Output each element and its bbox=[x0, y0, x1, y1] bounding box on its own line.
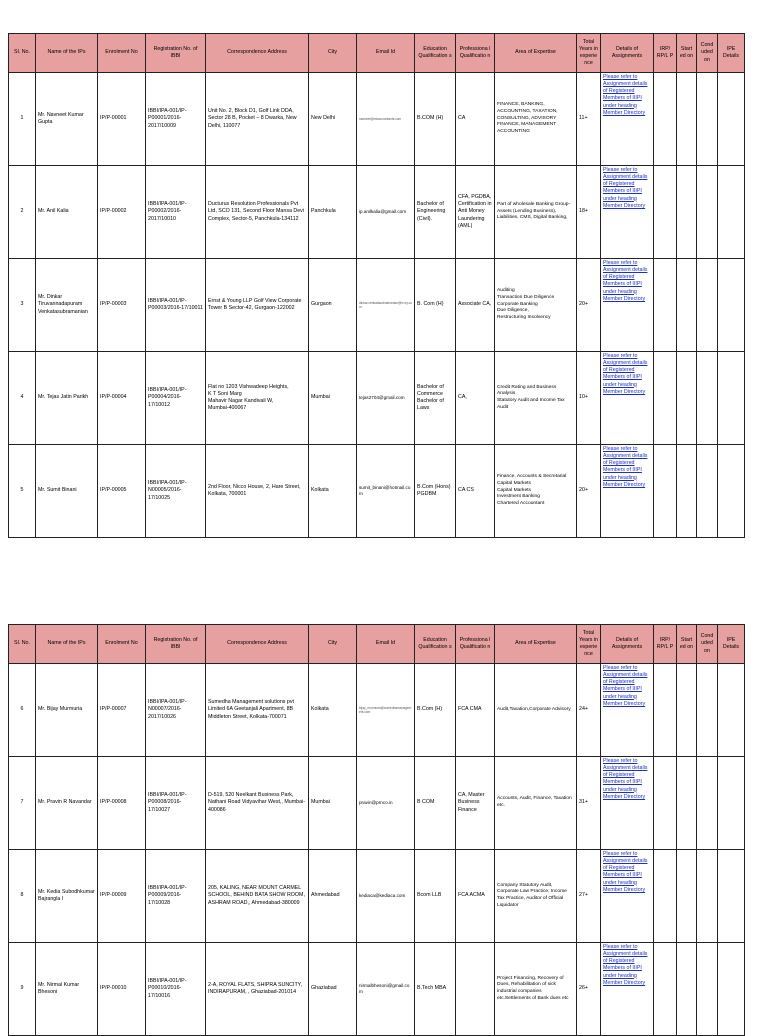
professional-qualification-cell: Associate CA, bbox=[456, 259, 495, 352]
city-cell: Gurgaon bbox=[309, 259, 357, 352]
column-header: Registration No. of IBBI bbox=[146, 625, 206, 664]
ip-name-cell: Mr. Nirmal Kumar Bhesoni bbox=[36, 943, 98, 1036]
professional-qualification-cell: CFA, PGDBA, Certification in Anti Money Laundering (AML) bbox=[456, 166, 495, 259]
column-header: Registration No. of IBBI bbox=[146, 34, 206, 73]
serial-number-cell: 5 bbox=[9, 445, 36, 538]
table-row bbox=[9, 259, 745, 352]
irp-cell bbox=[654, 664, 677, 757]
enrolment-number-cell: IP/P-00001 bbox=[98, 73, 146, 166]
education-cell: B COM bbox=[415, 757, 456, 850]
email-cell: pravin@prnco.in bbox=[357, 757, 415, 850]
column-header: Professiona l Qualificatio n bbox=[456, 625, 495, 664]
education-cell: B.Com (H) bbox=[415, 664, 456, 757]
registration-number-cell: IBBI/IPA-001/IP-P00001/2016-2017/10009 bbox=[146, 73, 206, 166]
email-cell: dinkar.venkatasubramanian@in.ey.com bbox=[357, 259, 415, 352]
experience-years-cell: 27+ bbox=[577, 850, 601, 943]
area-of-expertise-cell: Part of wholesale Banking Group-Assets (Lending Business), Liabilities, CMS, Digital Banking, bbox=[495, 166, 577, 259]
ip-name-cell: Mr. Navneet Kumar Gupta bbox=[36, 73, 98, 166]
started-on-cell bbox=[677, 664, 697, 757]
concluded-on-cell bbox=[697, 943, 718, 1036]
serial-number-cell: 6 bbox=[9, 664, 36, 757]
ipe-details-cell bbox=[718, 757, 745, 850]
column-header: Start ed on bbox=[677, 34, 697, 73]
column-header: Total Years in experie nce bbox=[577, 34, 601, 73]
area-of-expertise-cell: Auditing Transaction Due Diligence Corporate Banking Due Diligence, Restructuring Insolvency bbox=[495, 259, 577, 352]
concluded-on-cell bbox=[697, 757, 718, 850]
ipe-details-cell bbox=[718, 943, 745, 1036]
assignment-details-link[interactable]: Please refer to Assignment details of Registered Members of IIIPI under heading Member Directory bbox=[603, 665, 648, 707]
email-cell: tejas2704@gmail.com bbox=[357, 352, 415, 445]
ipe-details-cell bbox=[718, 850, 745, 943]
column-header: Total Years in experie nce bbox=[577, 625, 601, 664]
enrolment-number-cell: IP/P-00009 bbox=[98, 850, 146, 943]
registration-number-cell: IBBI/IPA-001/IP-P00004/2016-17/10012 bbox=[146, 352, 206, 445]
experience-years-cell: 20+ bbox=[577, 445, 601, 538]
assignment-details-cell bbox=[601, 757, 654, 850]
assignment-details-cell bbox=[601, 166, 654, 259]
address-cell: Sumedha Management solutions pvt Limited 6A Geetanjali Apartment, 8B Middleton Street, Kolkata-700071 bbox=[206, 664, 309, 757]
column-header: Cond uded on bbox=[697, 34, 718, 73]
assignment-details-cell bbox=[601, 73, 654, 166]
concluded-on-cell bbox=[697, 259, 718, 352]
address-cell: Flat no 1203 Vishwadeep Heights, K T Soni Marg Mahavir Nagar Kandivali W, Mumbai-400067 bbox=[206, 352, 309, 445]
concluded-on-cell bbox=[697, 850, 718, 943]
header-row bbox=[9, 625, 745, 664]
assignment-details-link[interactable]: Please refer to Assignment details of Registered Members of IIIPI under heading Member Directory bbox=[603, 851, 648, 893]
serial-number-cell: 2 bbox=[9, 166, 36, 259]
enrolment-number-cell: IP/P-00008 bbox=[98, 757, 146, 850]
education-cell: B.Com (Hons) PGDBM bbox=[415, 445, 456, 538]
irp-cell bbox=[654, 166, 677, 259]
column-header: Name of the IPs bbox=[36, 34, 98, 73]
address-cell: 205, KALING, NEAR MOUNT CARMEL SCHOOL, BEHIND BATA SHOW ROOM, ASHRAM ROAD,, Ahmedabad-380009 bbox=[206, 850, 309, 943]
professional-qualification-cell: CA CS bbox=[456, 445, 495, 538]
registration-number-cell: IBBI/IPA-001/IP-P00009/2016-17/10028 bbox=[146, 850, 206, 943]
started-on-cell bbox=[677, 73, 697, 166]
ip-name-cell: Mr. Kedia Subodhkumar Bajrangla l bbox=[36, 850, 98, 943]
column-header: Enrolment No bbox=[98, 34, 146, 73]
professional-qualification-cell: CA, Master Business Finance bbox=[456, 757, 495, 850]
registration-number-cell: IBBI/IPA-001/IP-P00008/2016-17/10027 bbox=[146, 757, 206, 850]
column-header: Education Qualification s bbox=[415, 625, 456, 664]
concluded-on-cell bbox=[697, 73, 718, 166]
ipe-details-cell bbox=[718, 73, 745, 166]
experience-years-cell: 26+ bbox=[577, 943, 601, 1036]
city-cell: Ahmedabad bbox=[309, 850, 357, 943]
assignment-details-link[interactable]: Please refer to Assignment details of Registered Members of IIIPI under heading Member Directory bbox=[603, 260, 648, 302]
assignment-details-cell bbox=[601, 850, 654, 943]
ip-name-cell: Mr. Dinkar Tiruvannadapuram Venkatasubramanian bbox=[36, 259, 98, 352]
assignment-details-cell bbox=[601, 259, 654, 352]
address-cell: Ducturus Resolution Professionals Pvt Ltd, SCO 131, Second Floor Mansa Devi Complex, Sector-5, Panchkula-134112 bbox=[206, 166, 309, 259]
address-cell: Unit No. 2, Block D1, Golf Link DDA, Sector 28 B, Pocket – 8 Dwarka, New Delhi, 110077 bbox=[206, 73, 309, 166]
assignment-details-cell bbox=[601, 664, 654, 757]
column-header: Correspondence Address bbox=[206, 625, 309, 664]
city-cell: Mumbai bbox=[309, 352, 357, 445]
experience-years-cell: 18+ bbox=[577, 166, 601, 259]
ipe-details-cell bbox=[718, 259, 745, 352]
irp-cell bbox=[654, 850, 677, 943]
header-row bbox=[9, 34, 745, 73]
ip-name-cell: Mr. Pravin R Navandar bbox=[36, 757, 98, 850]
experience-years-cell: 10+ bbox=[577, 352, 601, 445]
started-on-cell bbox=[677, 166, 697, 259]
table-row bbox=[9, 445, 745, 538]
table-row bbox=[9, 757, 745, 850]
ip-name-cell: Mr. Bijay Murmuria bbox=[36, 664, 98, 757]
ipe-details-cell bbox=[718, 445, 745, 538]
column-header: Name of the IPs bbox=[36, 625, 98, 664]
ipe-details-cell bbox=[718, 664, 745, 757]
column-header: Professiona l Qualificatio n bbox=[456, 34, 495, 73]
table-body bbox=[9, 664, 745, 1036]
professional-qualification-cell: CA, bbox=[456, 352, 495, 445]
column-header: Sl. No. bbox=[9, 625, 36, 664]
assignment-details-link[interactable]: Please refer to Assignment details of Registered Members of IIIPI under heading Member Directory bbox=[603, 167, 648, 209]
address-cell: 2-A, ROYAL FLATS, SHIPRA SUNCITY, INDIRAPURAM, , Ghaziabad-201014 bbox=[206, 943, 309, 1036]
serial-number-cell: 3 bbox=[9, 259, 36, 352]
column-header: Enrolment No bbox=[98, 625, 146, 664]
experience-years-cell: 24+ bbox=[577, 664, 601, 757]
address-cell: 2nd Floor, Nicco House, 2, Hare Street, Kolkata, 700001 bbox=[206, 445, 309, 538]
ip-name-cell: Mr. Sumit Binani bbox=[36, 445, 98, 538]
area-of-expertise-cell: Accounts, Audit, Finance, Taxation etc. bbox=[495, 757, 577, 850]
started-on-cell bbox=[677, 352, 697, 445]
city-cell: Kolkata bbox=[309, 664, 357, 757]
table-row bbox=[9, 664, 745, 757]
concluded-on-cell bbox=[697, 352, 718, 445]
email-cell: sumit_binani@hotmail.com bbox=[357, 445, 415, 538]
column-header: Area of Expertise bbox=[495, 34, 577, 73]
enrolment-number-cell: IP/P-00002 bbox=[98, 166, 146, 259]
table-row bbox=[9, 943, 745, 1036]
education-cell: Bachelor of Commerce Bachelor of Laws bbox=[415, 352, 456, 445]
assignment-details-link[interactable]: Please refer to Assignment details of Registered Members of IIIPI under heading Member Directory bbox=[603, 758, 648, 800]
concluded-on-cell bbox=[697, 664, 718, 757]
table-row bbox=[9, 166, 745, 259]
assignment-details-link[interactable]: Please refer to Assignment details of Registered Members of IIIPI under heading Member Directory bbox=[603, 446, 648, 488]
column-header: City bbox=[309, 625, 357, 664]
area-of-expertise-cell: Credit Rating and Business Analysis Statutory Audit and Income Tax Audit bbox=[495, 352, 577, 445]
email-cell: ip.anilkalia@gmail.com bbox=[357, 166, 415, 259]
city-cell: Kolkata bbox=[309, 445, 357, 538]
registration-number-cell: IBBI/IPA-001/IP-P00003/2016-17/10011 bbox=[146, 259, 206, 352]
assignment-details-cell bbox=[601, 943, 654, 1036]
serial-number-cell: 8 bbox=[9, 850, 36, 943]
started-on-cell bbox=[677, 850, 697, 943]
irp-cell bbox=[654, 445, 677, 538]
column-header: IPE Details bbox=[718, 34, 745, 73]
assignment-details-link[interactable]: Please refer to Assignment details of Registered Members of IIIPI under heading Member Directory bbox=[603, 944, 648, 986]
table-row bbox=[9, 850, 745, 943]
ip-name-cell: Mr. Anil Kalia bbox=[36, 166, 98, 259]
started-on-cell bbox=[677, 757, 697, 850]
started-on-cell bbox=[677, 445, 697, 538]
city-cell: New Delhi bbox=[309, 73, 357, 166]
started-on-cell bbox=[677, 259, 697, 352]
email-cell: bijay_murmuria@sumedhamanagement.com bbox=[357, 664, 415, 757]
area-of-expertise-cell: Finance, Accounts & Secretarial Capital Markets Capital Markets Investment Banking Chartered Accountant bbox=[495, 445, 577, 538]
column-header: Cond uded on bbox=[697, 625, 718, 664]
professional-qualification-cell: FCA CMA bbox=[456, 664, 495, 757]
column-header: Details of Assignments bbox=[601, 34, 654, 73]
column-header: City bbox=[309, 34, 357, 73]
address-cell: D-519, 520 Neelkant Business Park, Nathani Road Vidyavihar West,, Mumbai-400086 bbox=[206, 757, 309, 850]
area-of-expertise-cell: Company Statutory Audit, Corporate Law Practice, Income Tax Practice, Auditor of Official Liquidator bbox=[495, 850, 577, 943]
table-row bbox=[9, 352, 745, 445]
ipe-details-cell bbox=[718, 166, 745, 259]
column-header: IRP/ RP/L P bbox=[654, 625, 677, 664]
professional-qualification-cell: CA bbox=[456, 73, 495, 166]
education-cell: B.Tech MBA bbox=[415, 943, 456, 1036]
area-of-expertise-cell: Audit,Taxation,Corporate Advisory bbox=[495, 664, 577, 757]
column-header: Email Id bbox=[357, 625, 415, 664]
experience-years-cell: 31+ bbox=[577, 757, 601, 850]
assignment-details-cell bbox=[601, 445, 654, 538]
column-header: Sl. No. bbox=[9, 34, 36, 73]
enrolment-number-cell: IP/P-00004 bbox=[98, 352, 146, 445]
education-cell: B. Com (H) bbox=[415, 259, 456, 352]
ip-table-1 bbox=[8, 33, 745, 538]
email-cell: kediaca@kediaca.com bbox=[357, 850, 415, 943]
table-row bbox=[9, 73, 745, 166]
column-header: Start ed on bbox=[677, 625, 697, 664]
assignment-details-link[interactable]: Please refer to Assignment details of Registered Members of IIIPI under heading Member Directory bbox=[603, 353, 648, 395]
address-cell: Ernst & Young LLP Golf View Corporate Tower B Sector-42, Gurgaon-122002 bbox=[206, 259, 309, 352]
city-cell: Panchkula bbox=[309, 166, 357, 259]
concluded-on-cell bbox=[697, 166, 718, 259]
irp-cell bbox=[654, 259, 677, 352]
serial-number-cell: 7 bbox=[9, 757, 36, 850]
ip-name-cell: Mr. Tejas Jatin Parikh bbox=[36, 352, 98, 445]
professional-qualification-cell: FCA ACMA bbox=[456, 850, 495, 943]
assignment-details-cell bbox=[601, 352, 654, 445]
serial-number-cell: 4 bbox=[9, 352, 36, 445]
education-cell: Bcom LLB bbox=[415, 850, 456, 943]
started-on-cell bbox=[677, 943, 697, 1036]
enrolment-number-cell: IP/P-00005 bbox=[98, 445, 146, 538]
irp-cell bbox=[654, 757, 677, 850]
irp-cell bbox=[654, 73, 677, 166]
registration-number-cell: IBBI/IPA-001/IP-N00005/2016-17/10025 bbox=[146, 445, 206, 538]
column-header: Correspondence Address bbox=[206, 34, 309, 73]
email-cell: navneet@mtaccountants.com bbox=[357, 73, 415, 166]
registration-number-cell: IBBI/IPA-001/IP-P00010/2016-17/10016 bbox=[146, 943, 206, 1036]
concluded-on-cell bbox=[697, 445, 718, 538]
city-cell: Mumbai bbox=[309, 757, 357, 850]
professional-qualification-cell bbox=[456, 943, 495, 1036]
experience-years-cell: 20+ bbox=[577, 259, 601, 352]
column-header: IRP/ RP/L P bbox=[654, 34, 677, 73]
registration-number-cell: IBBI/IPA-001/IP-P00002/2016-2017/10010 bbox=[146, 166, 206, 259]
city-cell: Ghaziabad bbox=[309, 943, 357, 1036]
education-cell: Bachelor of Engineering (Civil). bbox=[415, 166, 456, 259]
assignment-details-link[interactable]: Please refer to Assignment details of Registered Members of IIIPI under heading Member Directory bbox=[603, 74, 648, 116]
enrolment-number-cell: IP/P-00010 bbox=[98, 943, 146, 1036]
area-of-expertise-cell: Project Financing, Recovery of Dues, Rehabilitation of sick industrial companies etc.Settlements of Bank dues etc bbox=[495, 943, 577, 1036]
email-cell: nirmalbhesoni@gmail.com bbox=[357, 943, 415, 1036]
column-header: IPE Details bbox=[718, 625, 745, 664]
ipe-details-cell bbox=[718, 352, 745, 445]
irp-cell bbox=[654, 352, 677, 445]
column-header: Details of Assignments bbox=[601, 625, 654, 664]
ip-table-2 bbox=[8, 624, 745, 1036]
irp-cell bbox=[654, 943, 677, 1036]
enrolment-number-cell: IP/P-00003 bbox=[98, 259, 146, 352]
enrolment-number-cell: IP/P-00007 bbox=[98, 664, 146, 757]
area-of-expertise-cell: FINANCE, BANKING, ACCOUNTING, TAXATION, CONSULTING, ADVISORY FINANCE, MANAGEMENT ACCOUNTING bbox=[495, 73, 577, 166]
serial-number-cell: 1 bbox=[9, 73, 36, 166]
serial-number-cell: 9 bbox=[9, 943, 36, 1036]
education-cell: B.COM (H) bbox=[415, 73, 456, 166]
column-header: Area of Expertise bbox=[495, 625, 577, 664]
registration-number-cell: IBBI/IPA-001/IP-N00007/2016-2017/10026 bbox=[146, 664, 206, 757]
column-header: Email Id bbox=[357, 34, 415, 73]
experience-years-cell: 11+ bbox=[577, 73, 601, 166]
table-body bbox=[9, 73, 745, 538]
column-header: Education Qualification s bbox=[415, 34, 456, 73]
